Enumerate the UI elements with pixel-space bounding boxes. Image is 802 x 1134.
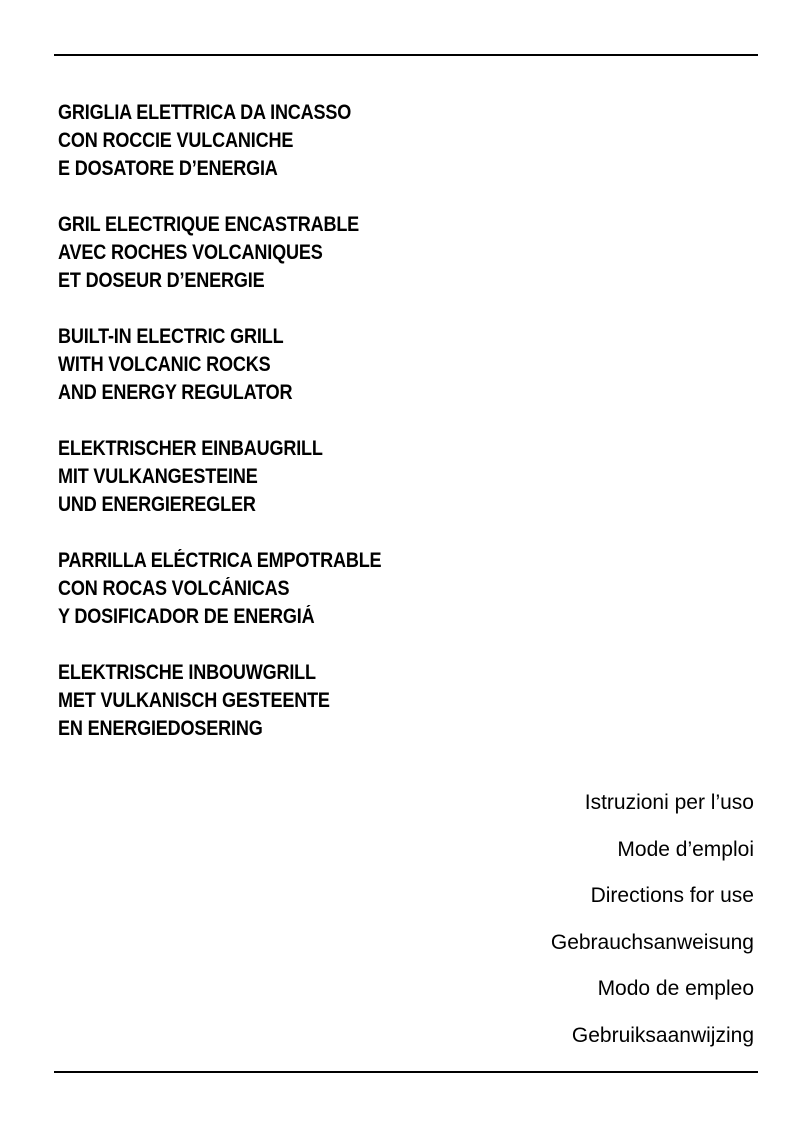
title-line: E DOSATORE D’ENERGIA — [58, 157, 278, 180]
manual-label-dutch: Gebruiksaanwijzing — [571, 1023, 754, 1047]
title-spanish — [58, 547, 678, 631]
title-line: ET DOSEUR D’ENERGIE — [58, 269, 265, 292]
manual-label-french: Mode d’emploi — [617, 837, 754, 861]
manual-language-list — [551, 780, 754, 1059]
title-line: MET VULKANISCH GESTEENTE — [58, 689, 330, 712]
manual-label-italian: Istruzioni per l’uso — [584, 791, 754, 814]
title-french — [58, 211, 678, 295]
title-line: AVEC ROCHES VOLCANIQUES — [58, 241, 323, 264]
title-line: Y DOSIFICADOR DE ENERGIÁ — [58, 605, 315, 628]
title-line: CON ROCCIE VULCANICHE — [58, 129, 294, 152]
title-italian — [58, 99, 678, 183]
title-line: AND ENERGY REGULATOR — [58, 381, 293, 404]
title-line: MIT VULKANGESTEINE — [58, 465, 258, 488]
title-line: CON ROCAS VOLCÁNICAS — [58, 577, 290, 600]
title-line: GRIL ELECTRIQUE ENCASTRABLE — [58, 213, 360, 236]
title-line: UND ENERGIEREGLER — [58, 493, 256, 516]
title-line: BUILT-IN ELECTRIC GRILL — [58, 325, 284, 348]
manual-label-german: Gebrauchsanweisung — [550, 930, 754, 954]
title-line: PARRILLA ELÉCTRICA EMPOTRABLE — [58, 549, 382, 572]
top-rule — [54, 54, 758, 56]
title-line: WITH VOLCANIC ROCKS — [58, 353, 271, 376]
title-dutch — [58, 659, 678, 743]
manual-label-spanish: Modo de empleo — [597, 977, 754, 1000]
bottom-rule — [54, 1071, 758, 1073]
title-line: GRIGLIA ELETTRICA DA INCASSO — [58, 101, 352, 124]
title-line: ELEKTRISCHER EINBAUGRILL — [58, 437, 323, 460]
product-titles — [58, 99, 678, 771]
title-line: ELEKTRISCHE INBOUWGRILL — [58, 661, 316, 684]
title-line: EN ENERGIEDOSERING — [58, 717, 263, 740]
title-english — [58, 323, 678, 407]
title-german — [58, 435, 678, 519]
manual-label-english: Directions for use — [590, 884, 754, 907]
